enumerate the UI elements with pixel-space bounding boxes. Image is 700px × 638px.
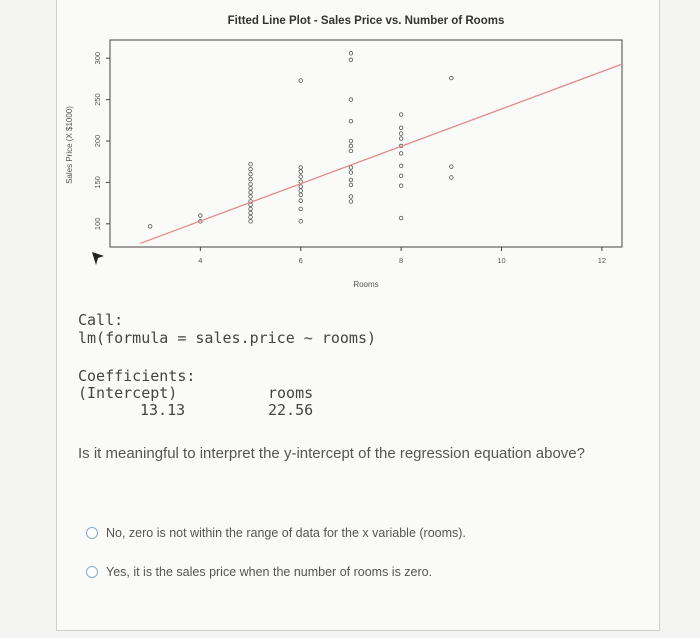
data-point <box>249 195 253 199</box>
data-point <box>450 176 454 180</box>
code-intercept-label: (Intercept) <box>78 384 178 402</box>
data-point <box>450 76 454 80</box>
option-label: No, zero is not within the range of data for the x variable (rooms). <box>106 526 466 540</box>
data-point <box>399 132 403 136</box>
radio-button[interactable] <box>86 527 98 539</box>
option-yes[interactable] <box>86 565 432 579</box>
y-tick-label: 100 <box>93 217 102 231</box>
data-point <box>249 182 253 186</box>
data-point <box>299 207 303 211</box>
x-axis-label: Rooms <box>353 280 379 289</box>
data-point <box>299 193 303 197</box>
x-tick-label: 12 <box>597 256 607 265</box>
data-point <box>399 164 403 168</box>
data-point <box>450 165 454 169</box>
mouse-cursor-icon <box>90 250 106 268</box>
plot-area <box>110 40 622 247</box>
y-tick-label: 200 <box>93 134 102 148</box>
data-point <box>299 166 303 170</box>
data-point <box>249 207 253 211</box>
x-tick-label: 10 <box>497 256 506 265</box>
data-point <box>249 220 253 224</box>
code-rooms-label: rooms <box>268 384 314 402</box>
data-point <box>349 139 353 143</box>
x-tick-label: 6 <box>298 256 303 265</box>
data-point <box>249 191 253 195</box>
code-formula: lm(formula = sales.price ~ rooms) <box>78 329 377 347</box>
data-point <box>299 220 303 224</box>
x-tick-label: 4 <box>198 256 203 265</box>
data-point <box>249 186 253 190</box>
data-point <box>399 216 403 220</box>
data-point <box>299 170 303 174</box>
data-point <box>349 178 353 182</box>
data-point <box>249 172 253 176</box>
code-rooms-value: 22.56 <box>268 401 314 419</box>
option-label: Yes, it is the sales price when the number of rooms is zero. <box>106 565 433 579</box>
code-coefficients-label: Coefficients: <box>78 367 196 385</box>
data-point <box>249 177 253 181</box>
chart-title: Fitted Line Plot - Sales Price vs. Number of Rooms <box>227 15 505 27</box>
data-point <box>349 144 353 148</box>
data-point <box>399 126 403 130</box>
data-point <box>399 184 403 188</box>
data-point <box>199 214 203 218</box>
data-point <box>249 215 253 219</box>
data-point <box>349 119 353 123</box>
data-point <box>249 162 253 166</box>
radio-button[interactable] <box>86 566 98 578</box>
data-point <box>299 79 303 83</box>
option-no[interactable] <box>86 526 466 540</box>
y-axis-label: Sales Price (X $1000) <box>65 106 74 184</box>
y-tick-label: 250 <box>93 93 102 106</box>
data-point <box>349 183 353 187</box>
code-call-label: Call: <box>78 311 124 329</box>
data-point <box>349 200 353 204</box>
data-point <box>399 137 403 141</box>
data-point <box>349 58 353 62</box>
data-point <box>399 174 403 178</box>
x-tick-label: 8 <box>399 256 404 265</box>
code-intercept-value: 13.13 <box>140 401 186 419</box>
data-point <box>299 175 303 179</box>
y-tick-label: 300 <box>93 51 102 65</box>
data-point <box>349 171 353 175</box>
data-point <box>148 225 152 229</box>
data-point <box>249 167 253 171</box>
data-point <box>399 152 403 156</box>
data-point <box>349 166 353 170</box>
data-point <box>299 185 303 189</box>
question-text: Is it meaningful to interpret the y-intercept of the regression equation above? <box>78 445 585 462</box>
fitted-regression-line <box>140 64 622 243</box>
data-point <box>349 98 353 102</box>
data-point <box>349 149 353 153</box>
data-point <box>299 189 303 193</box>
data-point <box>349 195 353 199</box>
y-tick-label: 150 <box>93 176 102 189</box>
data-point <box>299 199 303 203</box>
data-point <box>399 113 403 117</box>
data-point <box>249 211 253 215</box>
data-point <box>349 51 353 55</box>
